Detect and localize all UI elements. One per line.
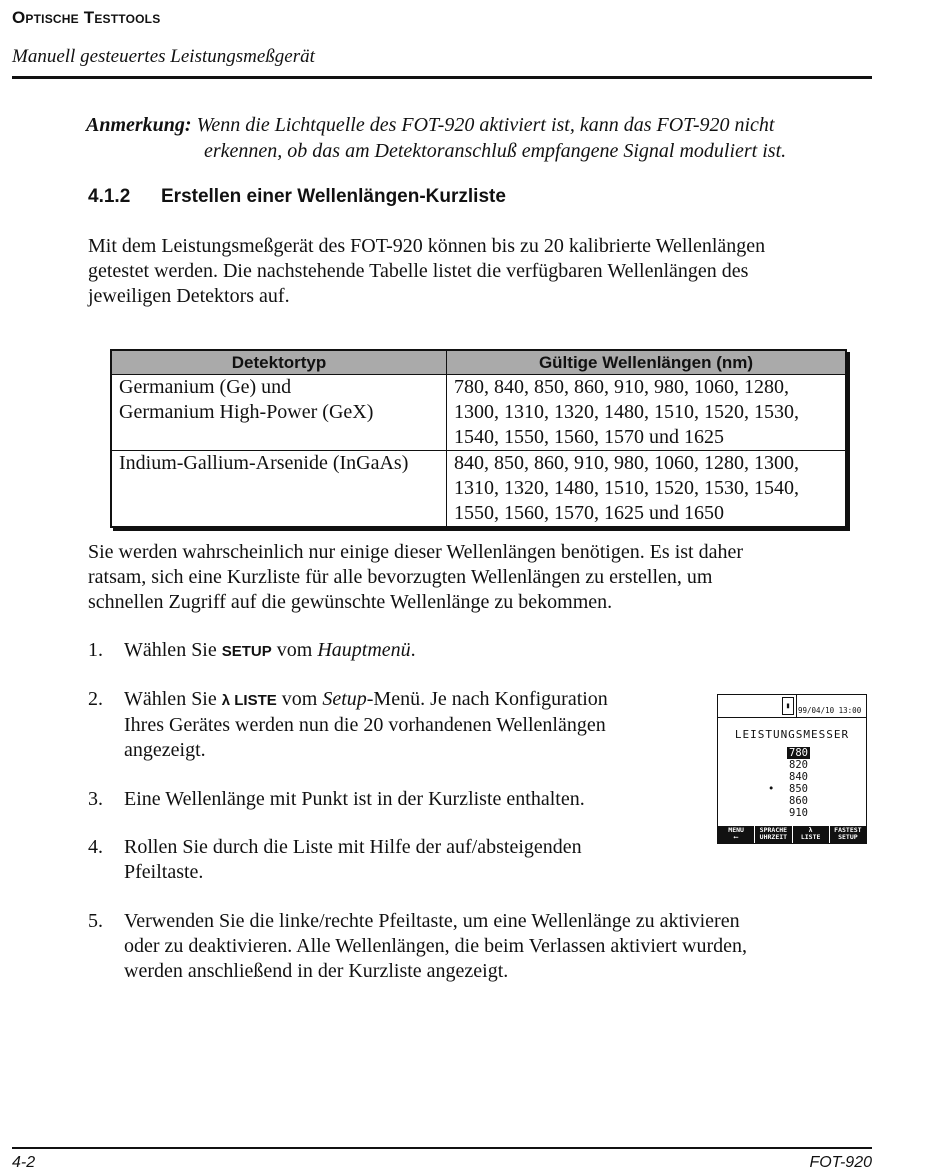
- intro-line-1: Mit dem Leistungsmeßgerät des FOT-920 können bis zu 20 kalibrierte Wellenlängen: [88, 235, 766, 257]
- cell-line: 1300, 1310, 1320, 1480, 1510, 1520, 1530,: [454, 401, 799, 423]
- step-number: 5.: [88, 910, 103, 932]
- header-rule: [12, 76, 872, 79]
- softkey-label: SETUP: [838, 833, 858, 841]
- note-block: [86, 112, 886, 164]
- wavelength-value: 850: [789, 783, 808, 795]
- cell-line: 1540, 1550, 1560, 1570 und 1625: [454, 426, 724, 448]
- step-number: 1.: [88, 639, 103, 661]
- intro-line-2: getestet werden. Die nachstehende Tabelle listet die verfügbaren Wellenlängen des: [88, 260, 749, 282]
- wavelength-item: [758, 783, 828, 795]
- step-text: angezeigt.: [124, 739, 206, 761]
- after-line-3: schnellen Zugriff auf die gewünschte Wellenlänge zu bekommen.: [88, 591, 613, 613]
- step-text: -Menü. Je nach Konfiguration: [366, 688, 608, 710]
- wavelength-item: [758, 747, 828, 759]
- liste-key-label: λ LISTE: [221, 692, 277, 709]
- intro-paragraph: [88, 234, 878, 309]
- wavelength-value: 860: [789, 795, 808, 807]
- step-text: vom: [271, 639, 318, 661]
- page-number: 4-2: [12, 1154, 36, 1171]
- step-text: Wählen Sie: [124, 688, 222, 710]
- back-arrow-icon: ⟵: [734, 833, 739, 841]
- step-5: [88, 909, 747, 984]
- softkey-liste: [792, 826, 829, 843]
- step-number: 2.: [88, 688, 103, 710]
- cell-line: Indium-Gallium-Arsenide (InGaAs): [119, 452, 409, 474]
- step-text: werden anschließend in der Kurzliste angezeigt.: [124, 960, 509, 982]
- device-screen-illustration: [717, 694, 867, 844]
- running-header-subtitle: Manuell gesteuertes Leistungsmeßgerät: [12, 46, 315, 67]
- menu-name: Hauptmenü: [317, 639, 411, 661]
- table-cell-detector: [111, 375, 447, 451]
- device-status-bar: [718, 695, 866, 718]
- table-cell-detector: [111, 451, 447, 528]
- after-line-2: ratsam, sich eine Kurzliste für alle bevorzugten Wellenlängen zu erstellen, um: [88, 566, 713, 588]
- step-text: Eine Wellenlänge mit Punkt ist in der Kurzliste enthalten.: [124, 788, 585, 810]
- battery-icon: ▮: [782, 697, 794, 715]
- device-datetime: 99/04/10 13:00: [798, 706, 862, 715]
- table-row: [111, 375, 846, 451]
- step-text: Verwenden Sie die linke/rechte Pfeiltaste, um eine Wellenlänge zu aktivieren: [124, 910, 740, 932]
- device-wavelength-list: [758, 747, 828, 819]
- wavelength-item: [758, 795, 828, 807]
- footer-product: FOT-920: [809, 1154, 872, 1171]
- section-heading: [88, 186, 506, 208]
- step-4: [88, 835, 582, 885]
- wavelength-item: [758, 759, 828, 771]
- cell-line: Germanium (Ge) und: [119, 376, 292, 398]
- after-line-1: Sie werden wahrscheinlich nur einige dieser Wellenlängen benötigen. Es ist daher: [88, 541, 744, 563]
- step-text: Ihres Gerätes werden nun die 20 vorhandenen Wellenlängen: [124, 714, 606, 736]
- wavelength-value: 910: [789, 807, 808, 819]
- step-text: .: [410, 639, 416, 661]
- section-number: 4.1.2: [88, 186, 131, 207]
- step-2: [88, 687, 688, 763]
- table-header-detector: Detektortyp: [111, 350, 447, 375]
- section-title: Erstellen einer Wellenlängen-Kurzliste: [161, 186, 506, 207]
- intro-line-3: jeweiligen Detektors auf.: [88, 285, 290, 307]
- wavelength-value: 780: [789, 747, 808, 759]
- softkey-label: SPRACHE: [759, 826, 788, 834]
- cell-line: Germanium High-Power (GeX): [119, 401, 374, 423]
- setup-key-label: SETUP: [221, 643, 272, 660]
- menu-name: Setup: [322, 688, 367, 710]
- lambda-icon: λ: [808, 826, 813, 834]
- step-1: [88, 638, 416, 664]
- device-title: LEISTUNGSMESSER: [734, 728, 850, 741]
- cell-line: 780, 840, 850, 860, 910, 980, 1060, 1280,: [454, 376, 789, 398]
- wavelength-table: [110, 349, 847, 528]
- note-line-1: Wenn die Lichtquelle des FOT-920 aktiviert ist, kann das FOT-920 nicht: [196, 114, 775, 136]
- device-softkey-bar: [718, 826, 866, 843]
- table-cell-wavelengths: [447, 375, 847, 451]
- softkey-label: MENU: [728, 826, 744, 834]
- footer-rule: [12, 1147, 872, 1149]
- step-text: Wählen Sie: [124, 639, 222, 661]
- cell-line: 1310, 1320, 1480, 1510, 1520, 1530, 1540,: [454, 477, 799, 499]
- note-line-2: erkennen, ob das am Detektoranschluß empfangene Signal moduliert ist.: [204, 140, 787, 162]
- step-3: [88, 787, 585, 812]
- table-cell-wavelengths: [447, 451, 847, 528]
- softkey-label: FASTEST: [834, 826, 862, 834]
- softkey-label: LISTE: [800, 833, 821, 841]
- wavelength-item: [758, 771, 828, 783]
- softkey-label: UHRZEIT: [759, 833, 788, 841]
- note-label: Anmerkung:: [86, 114, 192, 136]
- softkey-fastest: [829, 826, 866, 843]
- step-text: Rollen Sie durch die Liste mit Hilfe der auf/absteigenden: [124, 836, 582, 858]
- shortlist-dot-icon: •: [768, 783, 775, 795]
- step-text: vom: [276, 688, 323, 710]
- wavelength-item: [758, 807, 828, 819]
- table-header-wavelengths: Gültige Wellenlängen (nm): [447, 350, 847, 375]
- step-text: oder zu deaktivieren. Alle Wellenlängen, die beim Verlassen aktiviert wurden,: [124, 935, 747, 957]
- step-number: 4.: [88, 836, 103, 858]
- wavelength-value: 820: [789, 759, 808, 771]
- table-header-row: [111, 350, 846, 375]
- table-row: [111, 451, 846, 528]
- wavelength-value: 840: [789, 771, 808, 783]
- step-number: 3.: [88, 788, 103, 810]
- softkey-sprache: [754, 826, 791, 843]
- softkey-menu: [718, 826, 754, 843]
- step-text: Pfeiltaste.: [124, 861, 204, 883]
- cell-line: 840, 850, 860, 910, 980, 1060, 1280, 1300,: [454, 452, 799, 474]
- cell-line: 1550, 1560, 1570, 1625 und 1650: [454, 502, 724, 524]
- status-divider: [796, 695, 797, 717]
- shortlist-paragraph: [88, 540, 878, 615]
- running-header-title: Optische Testtools: [12, 8, 161, 27]
